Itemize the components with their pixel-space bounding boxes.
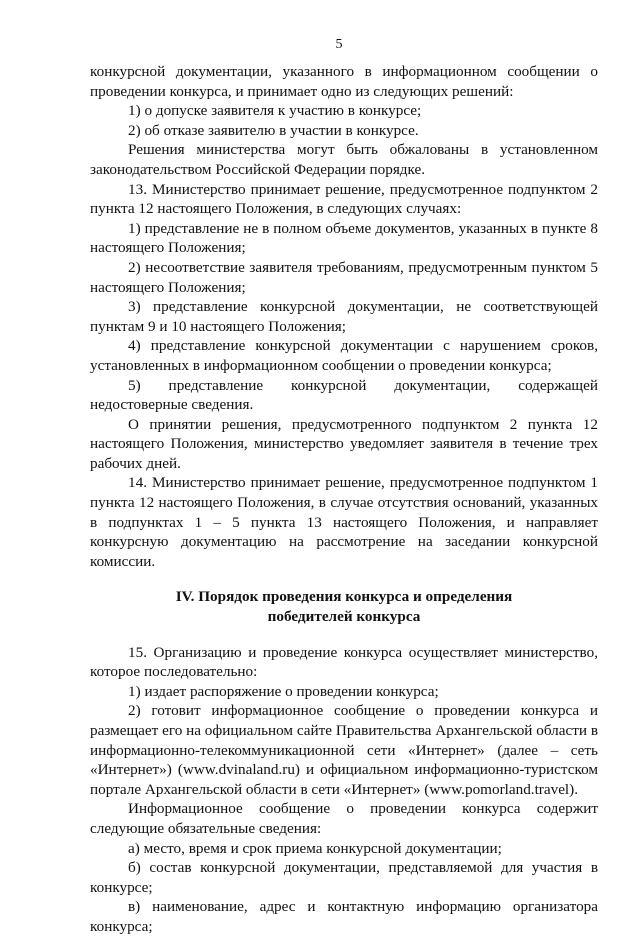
- section-heading: [90, 587, 598, 626]
- paragraph: Информационное сообщение о проведении конкурса содержит следующие обязательные сведения:: [90, 800, 598, 837]
- paragraph: О принятии решения, предусмотренного подпунктом 2 пункта 12 настоящего Положения, министерство уведомляет заявителя в течение трех рабочих дней.: [90, 415, 598, 472]
- body-text-top: [90, 62, 598, 571]
- paragraph: 1) представление не в полном объеме документов, указанных в пункте 8 настоящего Положения;: [90, 219, 598, 257]
- paragraph: 2) готовит информационное сообщение о проведении конкурса и размещает его на официальном сайте Правительства Архангельской области в информационно-телекоммуникационной сети «Интернет» (далее – сеть «Интернет») (www.dvinaland.ru) и официальном информационно-туристском портале Архангельской области в сети «Интернет» (www.pomorland.travel).: [90, 702, 598, 798]
- paragraph: 3) представление конкурсной документации, не соответствующей пунктам 9 и 10 настоящего Положения;: [90, 298, 598, 335]
- paragraph: 13. Министерство принимает решение, предусмотренное подпунктом 2 пункта 12 настоящего Положения, в следующих случаях:: [90, 180, 598, 218]
- paragraph: 4) представление конкурсной документации с нарушением сроков, установленных в информационном сообщении о проведении конкурса;: [90, 337, 598, 374]
- paragraph: 2) несоответствие заявителя требованиям, предусмотренным пунктом 5 настоящего Положения;: [90, 258, 598, 296]
- section-heading-line-1: IV. Порядок проведения конкурса и определения: [175, 588, 513, 606]
- section-heading-line-2: победителей конкурса: [267, 608, 421, 626]
- paragraph: в) наименование, адрес и контактную информацию организатора конкурса;: [90, 898, 598, 935]
- paragraph: 1) издает распоряжение о проведении конкурса;: [128, 682, 439, 700]
- paragraph: 15. Организацию и проведение конкурса осуществляет министерство, которое последовательно:: [90, 643, 598, 681]
- paragraph: б) состав конкурсной документации, представляемой для участия в конкурсе;: [90, 859, 598, 896]
- paragraph: 5) представление конкурсной документации, содержащей недостоверные сведения.: [90, 376, 598, 414]
- paragraph: а) место, время и срок приема конкурсной документации;: [128, 839, 502, 857]
- paragraph: 1) о допуске заявителя к участию в конкурсе;: [128, 102, 422, 120]
- page-number: 5: [335, 37, 343, 52]
- paragraph: Решения министерства могут быть обжалованы в установленном законодательством Российской Федерации порядке.: [90, 141, 598, 178]
- body-text-bottom: [90, 643, 598, 937]
- paragraph: конкурсной документации, указанного в информационном сообщении о проведении конкурса, и принимает одно из следующих решений:: [90, 63, 598, 100]
- paragraph: 14. Министерство принимает решение, предусмотренное подпунктом 1 пункта 12 настоящего Положения, в случае отсутствия оснований, указанных в подпунктах 1 – 5 пункта 13 настоящего Положения, и направляет конкурсную документацию на рассмотрение на заседании конкурсной комиссии.: [90, 474, 598, 570]
- paragraph: 2) об отказе заявителю в участии в конкурсе.: [128, 121, 419, 139]
